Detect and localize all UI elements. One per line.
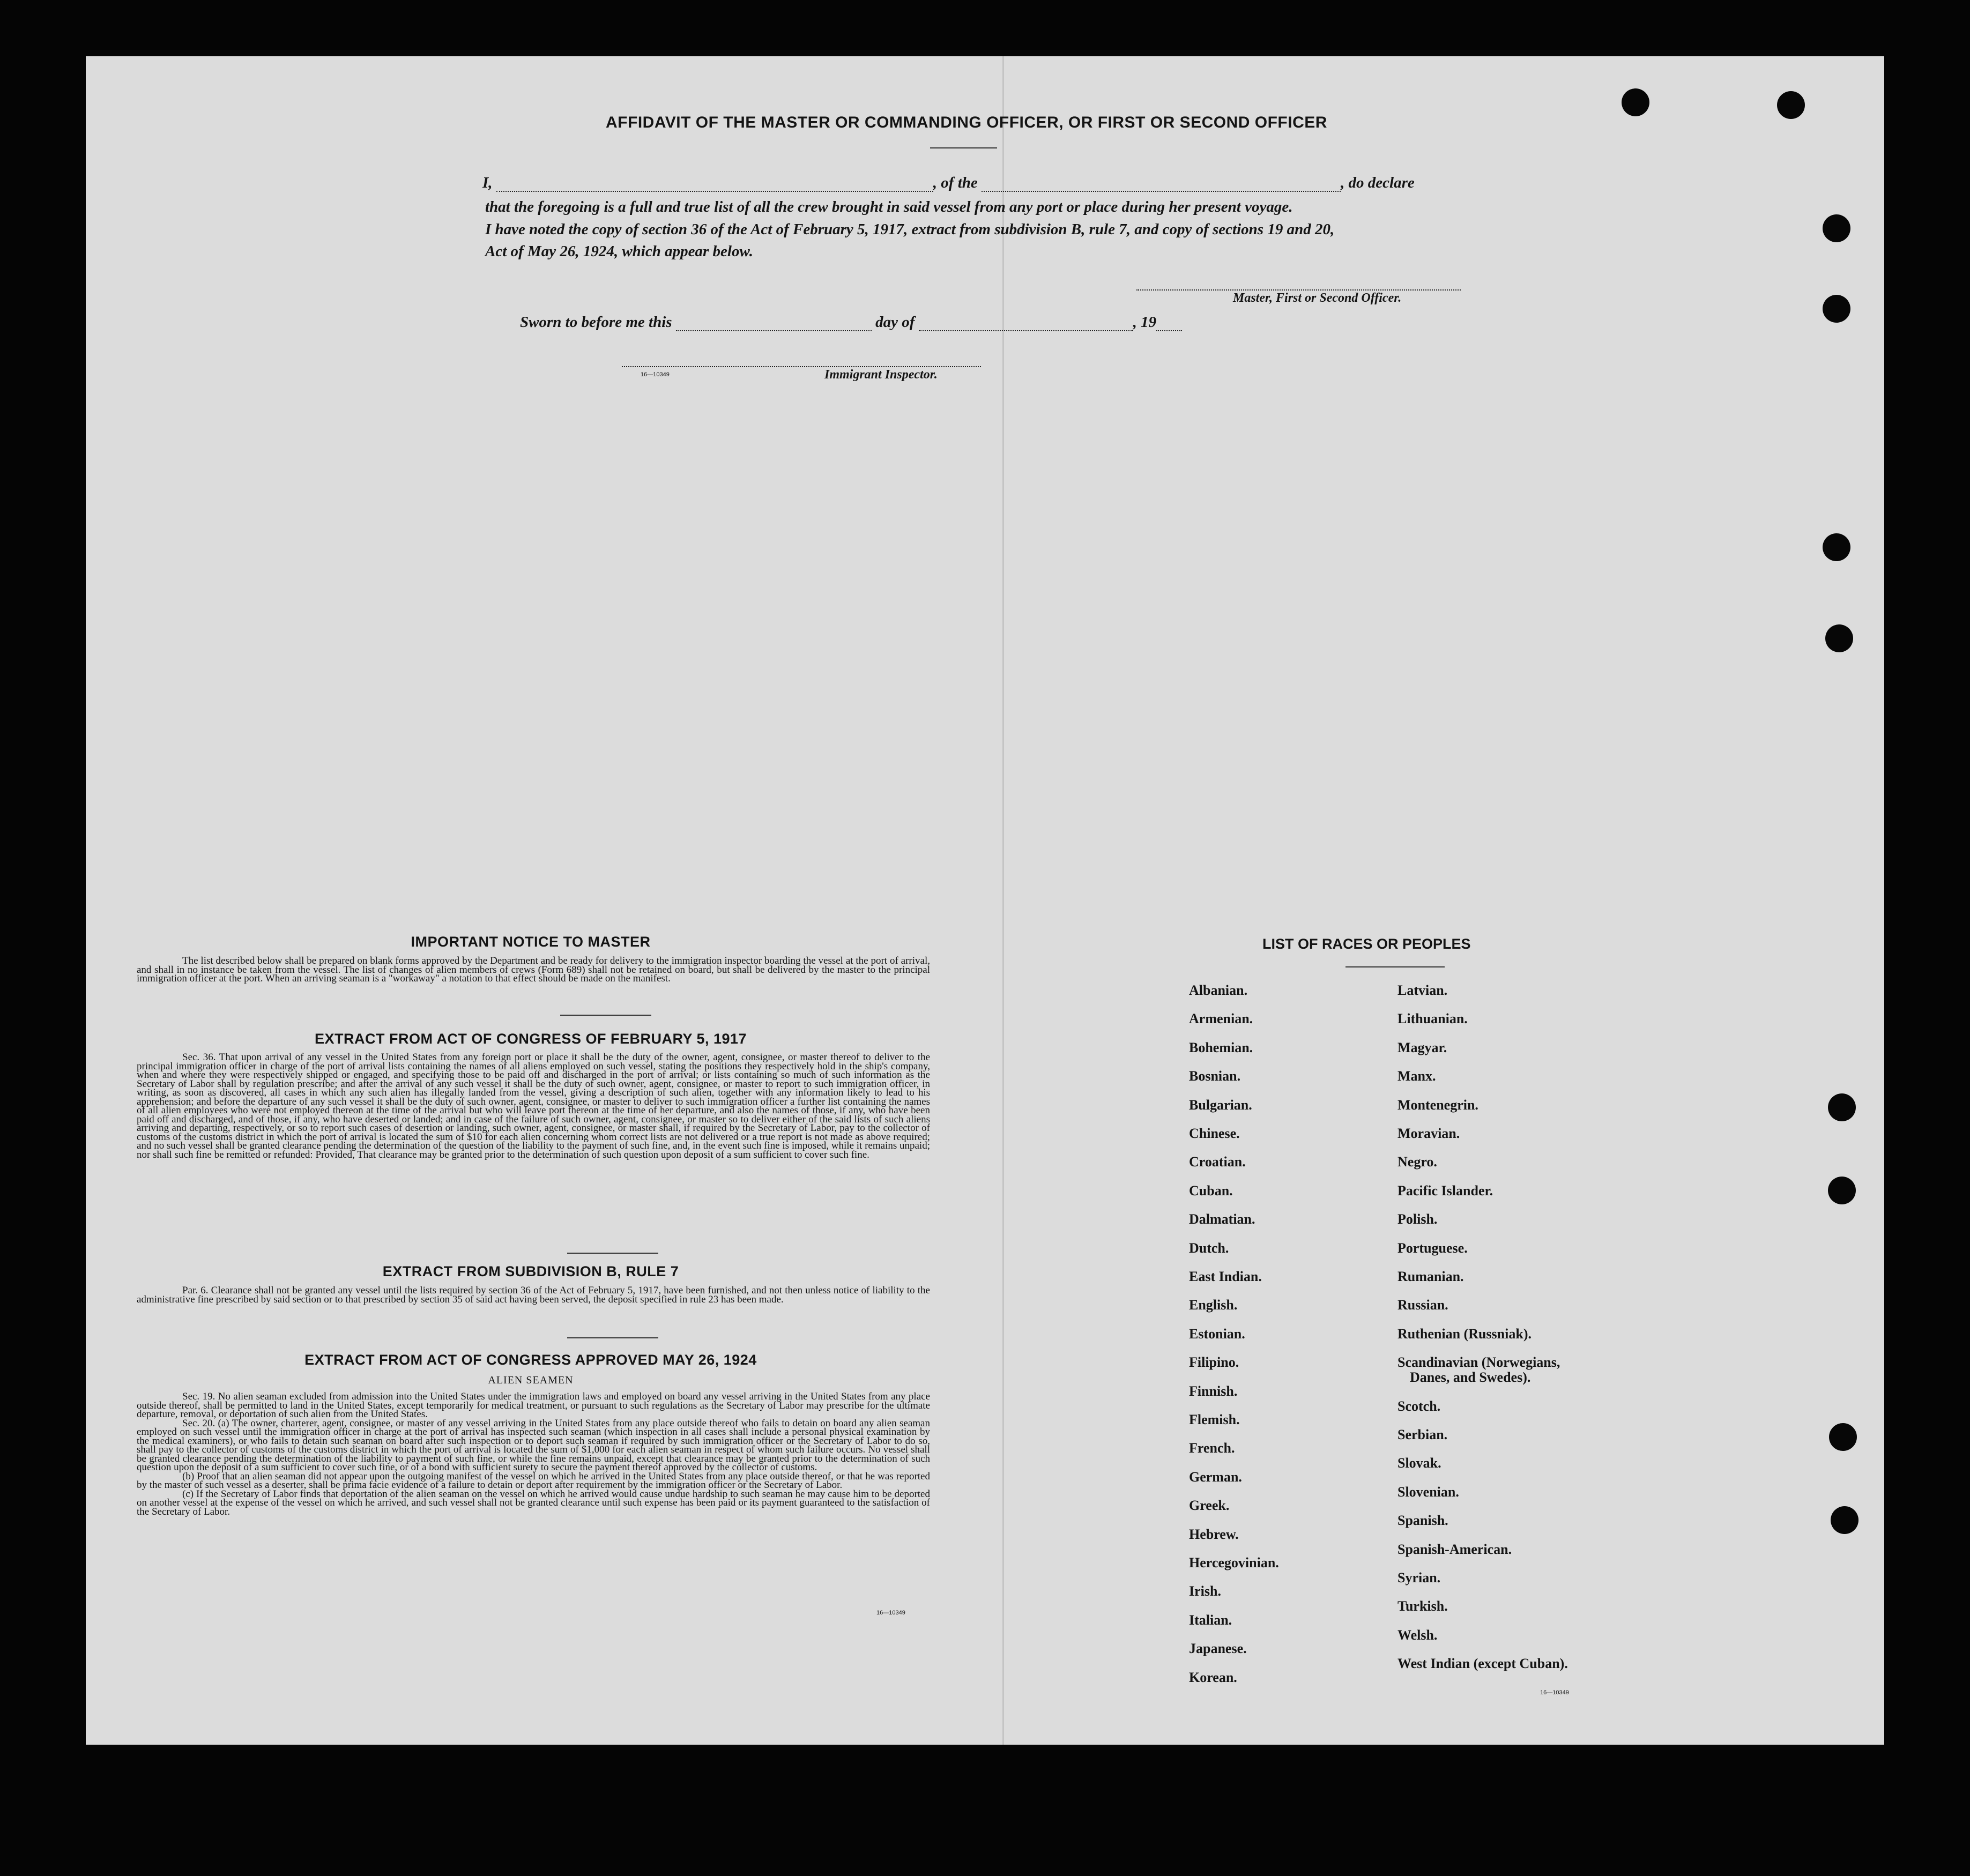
sec-20c-paragraph: (c) If the Secretary of Labor finds that deportation of the alien seaman on the vessel on which he arrived would cause undue hardship to such seaman he may cause him to be deported on another vessel at the expense of the vessel on which he arrived, and such vessel shall not be granted clearance until such expense has been paid or its payment guaranteed to the satisfaction of the Secretary of Labor. bbox=[137, 1488, 930, 1517]
race-item: Pacific Islander. bbox=[1397, 1182, 1493, 1198]
race-item: Scandinavian (Norwegians, bbox=[1397, 1354, 1560, 1371]
race-item: Montenegrin. bbox=[1397, 1097, 1478, 1113]
race-item: Portuguese. bbox=[1397, 1240, 1468, 1256]
notice-text bbox=[137, 957, 930, 984]
title-rule bbox=[930, 147, 997, 148]
races-title: LIST OF RACES OR PEOPLES bbox=[1262, 936, 1471, 952]
race-item: Russian. bbox=[1397, 1297, 1448, 1313]
sworn-label: Sworn to before me this bbox=[520, 314, 672, 331]
sec-20a-paragraph: Sec. 20. (a) The owner, charterer, agent, consignee, or master of any vessel arriving in the United States from any place outside thereof who fails to detain on board any alien seaman employed on such vessel until the immigration officer in charge at the port of arrival has inspected such seaman (which inspection in all cases shall include a personal physical examination by the medical examiners), or who fails to detain such seaman on board after such inspection or to deport such seaman if required by such immigration officer or the Secretary of Labor to do so, shall pay to the collector of customs of the customs district in which the port of arrival is located the sum of $1,000 for each alien seaman in respect of whom such failure occurs. No vessel shall be granted clearance pending the determination of the liability to payment of such fine, or while the fine remains unpaid, except that clearance may be granted prior to the determination of such question upon the deposit of a sum sufficient to cover such fine, or of a bond with sufficient surety to secure the payment thereof approved by the collector of customs. bbox=[137, 1417, 930, 1473]
race-item: Greek. bbox=[1189, 1498, 1230, 1514]
race-item: East Indian. bbox=[1189, 1269, 1262, 1284]
declaration-text-3: I have noted the copy of section 36 of the Act of February 5, 1917, extract from subdivision B, rule 7, and copy of sections 19 and 20, bbox=[485, 221, 1335, 238]
race-item: Flemish. bbox=[1189, 1412, 1240, 1427]
par-6-paragraph: Par. 6. Clearance shall not be granted any vessel until the lists required by section 36 of the Act of February 5, 1917, have been furnished, and not then unless notice of liability to the administrative fine prescribed by said section or to that prescribed by section 35 of said act having been served, the deposit specified in rule 23 has been made. bbox=[137, 1285, 930, 1305]
race-item: Estonian. bbox=[1189, 1326, 1245, 1342]
sworn-year-field[interactable] bbox=[1156, 330, 1182, 331]
section-rule bbox=[567, 1253, 658, 1254]
race-item: Lithuanian. bbox=[1397, 1011, 1468, 1027]
inspector-label: Immigrant Inspector. bbox=[824, 368, 938, 382]
race-item: Filipino. bbox=[1189, 1354, 1239, 1371]
punch-hole bbox=[1823, 214, 1850, 242]
punch-hole bbox=[1825, 624, 1853, 652]
race-item: Spanish. bbox=[1397, 1513, 1448, 1529]
page-fold bbox=[1002, 56, 1004, 1745]
title-rule bbox=[1345, 966, 1445, 967]
form-number: 16—10349 bbox=[876, 1610, 905, 1616]
form-number: 16—10349 bbox=[1540, 1689, 1569, 1696]
race-item: German. bbox=[1189, 1469, 1242, 1485]
race-item: Ruthenian (Russniak). bbox=[1397, 1326, 1532, 1342]
race-item: Croatian. bbox=[1189, 1154, 1246, 1170]
race-item: Bohemian. bbox=[1189, 1039, 1253, 1055]
sworn-month-field[interactable] bbox=[919, 330, 1133, 331]
affidavit-title: AFFIDAVIT OF THE MASTER OR COMMANDING OFFICER, OR FIRST OR SECOND OFFICER bbox=[606, 114, 1327, 131]
declaration-text-4: Act of May 26, 1924, which appear below. bbox=[485, 243, 753, 260]
race-item: Welsh. bbox=[1397, 1627, 1438, 1643]
of-the-label: , of the bbox=[933, 174, 978, 191]
punch-hole bbox=[1823, 533, 1850, 561]
notice-title: IMPORTANT NOTICE TO MASTER bbox=[411, 934, 651, 950]
sec-20b-paragraph: (b) Proof that an alien seaman did not appear upon the outgoing manifest of the vessel on which he arrived in the United States from any place outside thereof, or that he was reported by the master of such vessel as a deserter, shall be prima facie evidence of a failure to detain or deport after requirement by the immigration officer or the Secretary of Labor. bbox=[137, 1470, 930, 1491]
race-item: French. bbox=[1189, 1440, 1235, 1456]
declaration-text-2: that the foregoing is a full and true list of all the crew brought in said vessel from any port or place during her present voyage. bbox=[485, 198, 1293, 215]
alien-seamen-subtitle: ALIEN SEAMEN bbox=[488, 1374, 574, 1386]
race-item: Armenian. bbox=[1189, 1011, 1253, 1027]
race-item: Cuban. bbox=[1189, 1182, 1233, 1198]
extract-1924-text bbox=[137, 1393, 930, 1516]
punch-hole bbox=[1823, 295, 1850, 323]
race-item: West Indian (except Cuban). bbox=[1397, 1656, 1568, 1672]
inspector-signature-field[interactable] bbox=[622, 366, 981, 367]
race-item: Finnish. bbox=[1189, 1383, 1238, 1399]
race-item: Serbian. bbox=[1397, 1427, 1448, 1442]
race-item: Albanian. bbox=[1189, 982, 1248, 998]
race-item: Magyar. bbox=[1397, 1039, 1447, 1055]
master-signature-field[interactable] bbox=[1136, 289, 1461, 291]
race-item: Hebrew. bbox=[1189, 1526, 1239, 1542]
sec-19-paragraph: Sec. 19. No alien seaman excluded from admission into the United States under the immigration laws and employed on board any vessel arriving in the United States from any place outside thereof, shall be permitted to land in the United States, except temporarily for medical treatment, or pursuant to such regulations as the Secretary of Labor may prescribe for the ultimate departure, removal, or deportation of such alien from the United States. bbox=[137, 1391, 930, 1420]
race-item: Chinese. bbox=[1189, 1126, 1240, 1141]
race-item: Dutch. bbox=[1189, 1240, 1229, 1256]
race-item: Moravian. bbox=[1397, 1126, 1460, 1141]
race-item: Slovak. bbox=[1397, 1455, 1441, 1471]
race-item: English. bbox=[1189, 1297, 1238, 1313]
section-rule bbox=[567, 1337, 658, 1338]
punch-hole bbox=[1622, 88, 1649, 116]
race-item: Syrian. bbox=[1397, 1570, 1441, 1585]
punch-hole bbox=[1828, 1093, 1856, 1121]
punch-hole bbox=[1831, 1506, 1859, 1534]
race-item: Japanese. bbox=[1189, 1641, 1247, 1657]
race-item: Scotch. bbox=[1397, 1398, 1441, 1414]
extract-1917-title: EXTRACT FROM ACT OF CONGRESS OF FEBRUARY 5, 1917 bbox=[314, 1031, 747, 1047]
day-of-label: day of bbox=[875, 314, 915, 331]
race-item: Irish. bbox=[1189, 1583, 1221, 1599]
race-item: Negro. bbox=[1397, 1154, 1437, 1170]
master-signature-label: Master, First or Second Officer. bbox=[1233, 291, 1402, 305]
punch-hole bbox=[1829, 1423, 1857, 1451]
punch-hole bbox=[1777, 91, 1805, 119]
race-item: Slovenian. bbox=[1397, 1484, 1459, 1500]
race-item: Rumanian. bbox=[1397, 1269, 1464, 1284]
sworn-day-field[interactable] bbox=[676, 330, 872, 331]
race-item: Polish. bbox=[1397, 1211, 1438, 1227]
race-item: Latvian. bbox=[1397, 982, 1448, 998]
extract-b-text bbox=[137, 1286, 930, 1304]
race-item: Danes, and Swedes). bbox=[1410, 1369, 1531, 1386]
extract-1924-title: EXTRACT FROM ACT OF CONGRESS APPROVED MAY 26, 1924 bbox=[304, 1352, 757, 1368]
race-item: Hercegovinian. bbox=[1189, 1555, 1279, 1570]
sworn-line bbox=[520, 314, 1182, 331]
race-item: Spanish-American. bbox=[1397, 1541, 1512, 1557]
vessel-name-field[interactable] bbox=[982, 191, 1341, 192]
race-item: Bulgarian. bbox=[1189, 1097, 1252, 1113]
notice-paragraph: The list described below shall be prepared on blank forms approved by the Department and be ready for delivery to the immigration inspector boarding the vessel at the port of arrival, and shall in no instance be taken from the vessel. The list of changes of alien members of crews (Form 689) shall not be retained on board, but shall be delivered by the master to the principal immigration officer at the port. When an arriving seaman is a "workaway" a notation to that effect should be made on the manifest. bbox=[137, 955, 930, 984]
section-rule bbox=[560, 1015, 651, 1016]
punch-hole bbox=[1828, 1177, 1856, 1204]
form-number: 16—10349 bbox=[641, 371, 670, 378]
race-item: Italian. bbox=[1189, 1612, 1232, 1628]
race-item: Manx. bbox=[1397, 1068, 1436, 1084]
section-36-paragraph: Sec. 36. That upon arrival of any vessel in the United States from any foreign port or place it shall be the duty of the owner, agent, consignee, or master thereof to deliver to the principal immigration officer in charge of the port of arrival lists containing the names of all aliens employed on such vessel, stating the positions they respectively hold in the ship's company, when and where they were respectively shipped or engaged, and specifying those to be paid off and discharged in the port of arrival; or lists containing so much of such information as the Secretary of Labor shall by regulation prescribe; and after the arrival of any such vessel it shall be the duty of such owner, agent, consignee, or master to report to such immigration officer, in writing, as soon as discovered, all cases in which any such alien has illegally landed from the vessel, giving a description of such alien, together with any information likely to lead to his apprehension; and before the departure of any such vessel it shall be the duty of such owner, agent, consignee, or master to deliver to such immigration officer a further list containing the names of all alien employees who were not employed thereon at the time of the arrival but who will leave port thereon at the time of her departure, and also the names of those, if any, who have been paid off and discharged, and of those, if any, who have deserted or landed; and in case of the failure of such owner, agent, consignee, or master so to deliver either of the said lists of such aliens arriving and departing, respectively, or so to report such cases of desertion or landing, such owner, agent, consignee, or master shall, if required by the Secretary of Labor, pay to the collector of customs of the customs district in which the port of arrival is located the sum of $10 for each alien concerning whom correct lists are not delivered or a true report is not made as above required; and no such vessel shall be granted clearance pending the determination of the question of the liability to the payment of such fine, and, in the event such fine is imposed, while it remains unpaid; nor shall such fine be remitted or refunded: Provided, That clearance may be granted prior to the determination of such question upon deposit of a sum sufficient to cover such fine. bbox=[137, 1052, 930, 1160]
extract-b-title: EXTRACT FROM SUBDIVISION B, RULE 7 bbox=[382, 1263, 679, 1279]
do-declare-label: , do declare bbox=[1341, 174, 1415, 191]
extract-1917-text bbox=[137, 1053, 930, 1159]
race-item: Turkish. bbox=[1397, 1598, 1448, 1614]
year-label: , 19 bbox=[1133, 314, 1157, 331]
declarant-prefix: I, bbox=[482, 174, 493, 191]
declaration-line bbox=[482, 174, 1415, 192]
race-item: Korean. bbox=[1189, 1669, 1237, 1685]
race-item: Dalmatian. bbox=[1189, 1211, 1255, 1227]
race-item: Bosnian. bbox=[1189, 1068, 1241, 1084]
declarant-name-field[interactable] bbox=[496, 191, 933, 192]
